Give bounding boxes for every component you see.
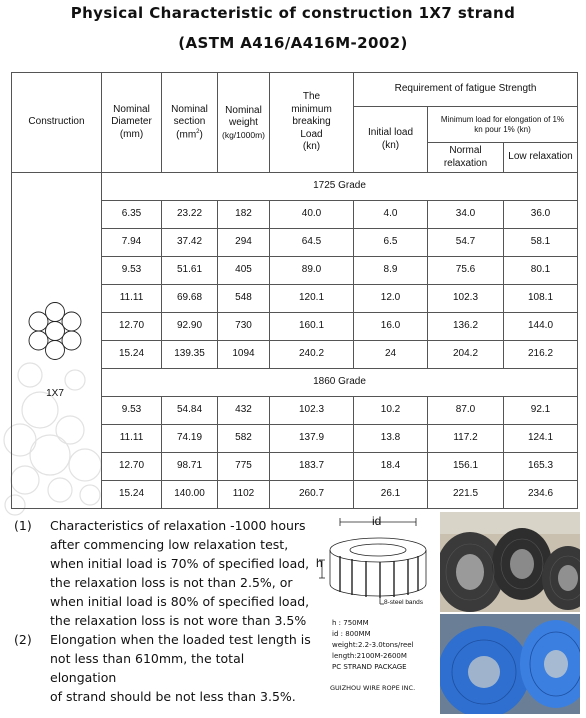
table-cell: 432 (218, 397, 270, 425)
package-spec-line: id : 800MM (332, 630, 371, 638)
header-initial-line2: (kn) (381, 139, 400, 151)
coil-photo-dark-image (440, 512, 580, 612)
table-cell: 294 (218, 229, 270, 257)
header-normal-line1: Normal (449, 145, 482, 156)
table-cell: 92.1 (504, 397, 578, 425)
table-cell: 24 (354, 341, 428, 369)
table-cell: 8.9 (354, 257, 428, 285)
table-cell: 221.5 (428, 481, 504, 509)
table-cell: 11.11 (102, 425, 162, 453)
header-weight-line3: (kg/1000m) (222, 129, 265, 140)
table-cell: 139.35 (162, 341, 218, 369)
header-normal-line2: relaxation (443, 157, 488, 169)
coil-photo-blue (440, 614, 580, 714)
header-section-unit: $(mm^2)$ (176, 128, 203, 140)
table-cell: 6.5 (354, 229, 428, 257)
note-1 (14, 516, 314, 630)
table-cell: 87.0 (428, 397, 504, 425)
table-cell: 1094 (218, 341, 270, 369)
table-cell: 23.22 (162, 201, 218, 229)
notes-section (14, 516, 314, 706)
note-2 (14, 630, 314, 706)
package-h-label: h (316, 556, 323, 570)
company-name: GUIZHOU WIRE ROPE INC. (330, 684, 416, 692)
header-breaking-line3: breaking (292, 116, 331, 128)
table-cell: 6.35 (102, 201, 162, 229)
header-diameter (102, 73, 162, 173)
strand-cross-section-icon (20, 296, 90, 366)
table-cell: 58.1 (504, 229, 578, 257)
table-cell: 165.3 (504, 453, 578, 481)
table-cell: 260.7 (270, 481, 354, 509)
table-cell: 548 (218, 285, 270, 313)
table-cell: 9.53 (102, 257, 162, 285)
table-cell: 1102 (218, 481, 270, 509)
table-cell: 13.8 (354, 425, 428, 453)
table-cell: 11.11 (102, 285, 162, 313)
header-diameter-line2: Diameter (111, 116, 152, 128)
table-cell: 140.00 (162, 481, 218, 509)
note-1-line: when initial load is 80% of specified load, (50, 594, 310, 609)
table-cell: 10.2 (354, 397, 428, 425)
table-cell: 582 (218, 425, 270, 453)
header-fatigue: Requirement of fatigue Strength (354, 73, 578, 107)
note-2-line: Elongation when the loaded test length is (50, 632, 311, 647)
header-min-load (428, 107, 578, 143)
table-cell: 64.5 (270, 229, 354, 257)
table-cell: 80.1 (504, 257, 578, 285)
table-cell: 92.90 (162, 313, 218, 341)
table-cell: 182 (218, 201, 270, 229)
table-cell: 7.94 (102, 229, 162, 257)
header-normal-relaxation (428, 143, 504, 173)
table-cell: 36.0 (504, 201, 578, 229)
page-subtitle: (ASTM A416/A416M-2002) (178, 34, 408, 52)
table-cell: 405 (218, 257, 270, 285)
package-id-label: id (372, 514, 382, 528)
header-breaking-line4: Load (300, 128, 323, 140)
note-1-line: the relaxation loss is not wore than 3.5% (50, 613, 307, 628)
header-diameter-line1: Nominal (113, 103, 150, 115)
table-cell: 75.6 (428, 257, 504, 285)
header-breaking-line1: The (302, 91, 321, 103)
table-cell: 89.0 (270, 257, 354, 285)
table-cell: 34.0 (428, 201, 504, 229)
table-cell: 234.6 (504, 481, 578, 509)
table-cell: 26.1 (354, 481, 428, 509)
note-1-number: (1) (14, 518, 32, 533)
table-cell: 240.2 (270, 341, 354, 369)
table-cell: 9.53 (102, 397, 162, 425)
note-1-line: after commencing low relaxation test, (50, 537, 289, 552)
table-cell: 40.0 (270, 201, 354, 229)
table-cell: 204.2 (428, 341, 504, 369)
header-breaking-line5: (kn) (302, 141, 321, 153)
header-section-line2: section (173, 116, 206, 128)
note-2-line: not less than 610mm, the total elongation (50, 651, 245, 685)
grade-row (12, 173, 578, 201)
table-cell: 144.0 (504, 313, 578, 341)
table-body (12, 173, 578, 509)
table-cell: 18.4 (354, 453, 428, 481)
note-2-number: (2) (14, 632, 32, 647)
package-spec-line: PC STRAND PACKAGE (332, 663, 407, 671)
header-breaking-load (270, 73, 354, 173)
table-cell: 160.1 (270, 313, 354, 341)
table-cell: 120.1 (270, 285, 354, 313)
table-cell: 137.9 (270, 425, 354, 453)
package-spec-line: h : 750MM (332, 619, 369, 627)
table-cell: 74.19 (162, 425, 218, 453)
header-initial-line1: Initial load (367, 127, 414, 138)
header-diameter-line3: (mm) (119, 128, 144, 140)
header-breaking-line2: minimum (291, 103, 332, 115)
table-cell: 183.7 (270, 453, 354, 481)
table-cell: 16.0 (354, 313, 428, 341)
table-cell: 69.68 (162, 285, 218, 313)
table-cell: 54.84 (162, 397, 218, 425)
header-weight-line1: Nominal (225, 104, 262, 116)
table-cell: 15.24 (102, 341, 162, 369)
construction-label: 1X7 (46, 388, 64, 399)
table-cell: 102.3 (428, 285, 504, 313)
coil-photo-dark (440, 512, 580, 612)
package-specs (332, 618, 414, 673)
package-diagram (316, 514, 446, 614)
table-cell: 216.2 (504, 341, 578, 369)
table-cell: 37.42 (162, 229, 218, 257)
table-cell: 136.2 (428, 313, 504, 341)
grade-label: 1860 Grade (102, 369, 578, 397)
header-min-load-line2: kn pour 1% (kn) (474, 124, 531, 134)
coil-photo-blue-image (440, 614, 580, 714)
note-2-line: of strand should be not less than 3.5%. (50, 689, 296, 704)
package-spec-line: weight:2.2-3.0tons/reel (332, 641, 414, 649)
header-section (162, 73, 218, 173)
header-construction: Construction (12, 73, 102, 173)
page-title: Physical Characteristic of construction 1X7 strand (70, 4, 516, 22)
table-cell: 102.3 (270, 397, 354, 425)
table-cell: 117.2 (428, 425, 504, 453)
table-cell: 156.1 (428, 453, 504, 481)
table-cell: 12.70 (102, 453, 162, 481)
header-low-relaxation: Low relaxation (504, 143, 578, 173)
package-spec-line: length:2100M-2600M (332, 652, 407, 660)
table-cell: 98.71 (162, 453, 218, 481)
table-cell: 54.7 (428, 229, 504, 257)
header-weight (218, 73, 270, 173)
table-cell: 730 (218, 313, 270, 341)
strand-spec-table (11, 72, 578, 509)
table-cell: 4.0 (354, 201, 428, 229)
table-cell: 12.70 (102, 313, 162, 341)
table-cell: 124.1 (504, 425, 578, 453)
package-bands-label: 8-steel bands (384, 599, 424, 606)
table-cell: 51.61 (162, 257, 218, 285)
table-cell: 12.0 (354, 285, 428, 313)
header-section-line1: Nominal (171, 103, 208, 115)
note-1-line: Characteristics of relaxation -1000 hours (50, 518, 306, 533)
note-1-line: when initial load is 70% of specified load, (50, 556, 310, 571)
header-weight-line2: weight (229, 117, 258, 129)
table-cell: 775 (218, 453, 270, 481)
table-cell: 108.1 (504, 285, 578, 313)
header-min-load-line1: Minimum load for elongation of 1% (440, 114, 565, 124)
note-1-line: the relaxation loss is not than 2.5%, or (50, 575, 293, 590)
header-initial-load (354, 107, 428, 173)
grade-label: 1725 Grade (102, 173, 578, 201)
table-cell: 15.24 (102, 481, 162, 509)
